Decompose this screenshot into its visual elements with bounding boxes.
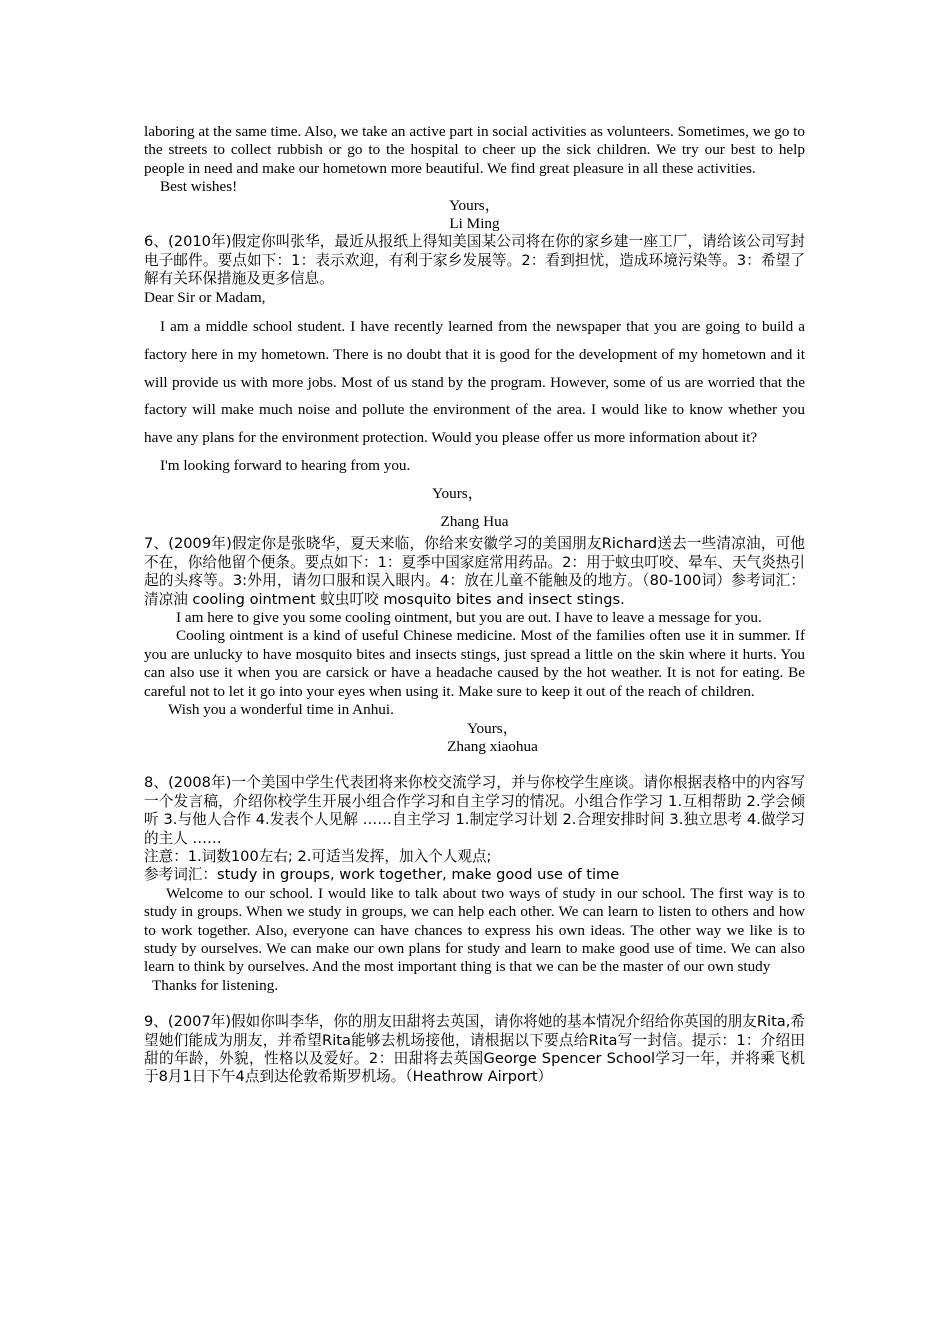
s8-note: 注意：1.词数100左右; 2.可适当发挥，加入个人观点; <box>144 847 492 865</box>
spacer <box>144 995 805 1013</box>
s6-salutation: Dear Sir or Madam, <box>144 288 266 306</box>
s6-yours: Yours， <box>432 484 483 502</box>
s6-closing: I'm looking forward to hearing from you. <box>160 457 411 475</box>
s8-closing: Thanks for listening. <box>152 976 279 994</box>
s7-prompt: 7、(2009年)假定你是张晓华，夏天来临，你给来安徽学习的美国朋友Richard送去一些清凉油，可他不在，你给他留个便条。要点如下：1：夏季中国家庭常用药品。2：用于蚊虫叮咬、晕车、天气炎热引起的头疼等。3:外用，请勿口服和误入眼内。4：放在儿童不能触及的地方。（80-100词）参考词汇：清凉油 cooling ointment 蚊虫叮咬 mosquito bites and insect stings. <box>144 535 805 608</box>
s7-paragraph-2: Cooling ointment is a kind of useful Chinese medicine. Most of the families often use it in summer. If you are unlucky to have mosquito bites and insects stings, just spread a little on the skin where it hurts. You can also use it when you are carsick or have a headache caused by the hot weather. It is not for eating. Be careful not to let it go into your eyes when using it. Make sure to keep it out of the reach of children. <box>144 627 805 700</box>
s7-yours: Yours， <box>467 719 518 737</box>
s7-signature: Zhang xiaohua <box>447 737 538 755</box>
s6-signature: Zhang Hua <box>440 512 509 530</box>
document-page <box>144 123 805 1087</box>
s5-body: laboring at the same time. Also, we take an active part in social activities as volunteers. Sometimes, we go to the streets to collect rubbish or go to the hospital to cheer up the sick children. We try our best to help people in need and make our hometown more beautiful. We find great pleasure in all these activities. <box>144 123 805 177</box>
s7-closing: Wish you a wonderful time in Anhui. <box>168 701 394 719</box>
s8-body: Welcome to our school. I would like to talk about two ways of study in our school. The first way is to study in groups. When we study in groups, we can help each other. We can learn to listen to others and how to work together. Also, everyone can have chances to express his own ideas. The other way we like is to study by ourselves. We can make our own plans for study and learn to make good use of time. We can also learn to think by ourselves. And the most important thing is that we can be the master of our own study <box>144 884 805 976</box>
s8-vocabulary: 参考词汇：study in groups, work together, make good use of time <box>144 866 620 884</box>
s7-paragraph-1: I am here to give you some cooling ointment, but you are out. I have to leave a message for you. <box>176 609 762 627</box>
s5-yours: Yours， <box>449 196 500 214</box>
s6-prompt: 6、(2010年)假定你叫张华，最近从报纸上得知美国某公司将在你的家乡建一座工厂，请给该公司写封电子邮件。要点如下：1：表示欢迎，有利于家乡发展等。2：看到担忧，造成环境污染等。3：希望了解有关环保措施及更多信息。 <box>144 233 805 288</box>
s6-body: I am a middle school student. I have recently learned from the newspaper that you are going to build a factory here in my hometown. There is no doubt that it is good for the development of my hometown and it will provide us with more jobs. Most of us stand by the program. However, some of us are worried that the factory will make much noise and pollute the environment of the area. I would like to know whether you have any plans for the environment protection. Would you please offer us more information about it? <box>144 318 805 447</box>
s9-prompt: 9、(2007年)假如你叫李华，你的朋友田甜将去英国，请你将她的基本情况介绍给你英国的朋友Rita,希望她们能成为朋友，并希望Rita能够去机场接他，请根据以下要点给Rita写一封信。提示：1：介绍田甜的年龄，外貌，性格以及爱好。2：田甜将去英国George Spencer School学习一年，并将乘飞机于8月1日下午4点到达伦敦希斯罗机场。（Heathrow Airport） <box>144 1013 805 1086</box>
spacer <box>144 756 805 774</box>
s5-signature: Li Ming <box>449 215 500 233</box>
s5-closing: Best wishes! <box>160 178 238 196</box>
s8-prompt: 8、(2008年)一个美国中学生代表团将来你校交流学习，并与你校学生座谈。请你根据表格中的内容写一个发言稿，介绍你校学生开展小组合作学习和自主学习的情况。小组合作学习 1.互相帮助 2.学会倾听 3.与他人合作 4.发表个人见解 ……自主学习 1.制定学习计划 2.合理安排时间 3.独立思考 4.做学习的主人 …… <box>144 774 805 847</box>
